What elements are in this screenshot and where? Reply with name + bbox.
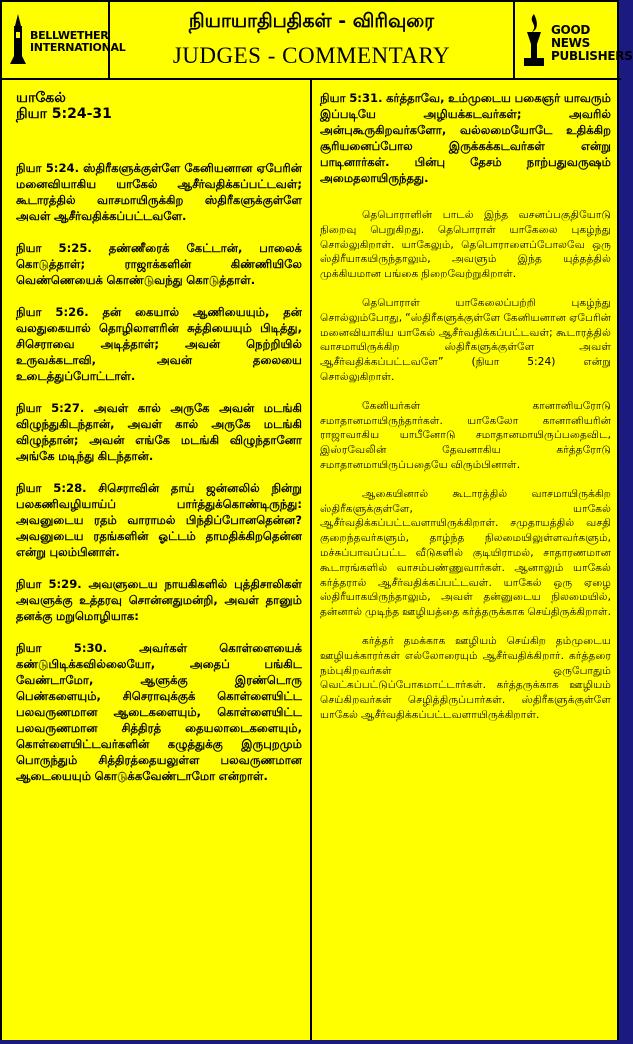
good-news-logo	[513, 2, 633, 78]
bottom-border	[0, 1040, 619, 1044]
logo-left-line1: BELLWETHER	[30, 29, 109, 42]
logo-left-line2: INTERNATIONAL	[30, 41, 126, 54]
page-title	[110, 2, 513, 78]
logo-right-line1: GOOD NEWS	[551, 23, 591, 50]
heading-reference: நியா 5:24-31	[16, 106, 112, 122]
title-tamil: நியாயாதிபதிகள் - விரிவுரை	[188, 10, 435, 32]
commentary-paragraph: கேனியர்கள் கானானியரோடு சமாதானமாயிருந்தார்கள். யாகேலோ கானானியரின் ராஜாவாகிய யாபீனோடு சமாதானமாயிருப்பதைவிட, இஸ்ரவேலின் தேவனாகிய கர்த்தரோடு சமாதானமாயிருப்பதையே விரும்பினாள்.	[320, 398, 611, 471]
commentary-paragraph: தெபொராள் யாகேலைப்பற்றி புகழ்ந்து சொல்லும்போது, “ஸ்திரீகளுக்குள்ளே கேனியனான ஏபேரின் மனைவியாகிய யாகேல் ஆசீர்வதிக்கப்பட்டவள்; கூடாரத்தில் வாசமாயிருக்கிற ஸ்திரீகளுக்குள்ளே அவள் ஆசீர்வதிக்கப்பட்டவளே” (நியா 5:24) என்று சொல்லுகிறாள்.	[320, 295, 611, 383]
bellwether-logo	[2, 2, 126, 78]
title-english: JUDGES - COMMENTARY	[172, 43, 451, 68]
verse-5-31: நியா 5:31. கர்த்தாவே, உம்முடைய பகைஞர் யாவரும் இப்படியே அழியக்கடவர்கள்; அவரில் அன்புகூருகிறவர்களோ, வல்லமையோடே உதிக்கிற சூரியனைப்போல இருக்கக்கடவர்கள் என்று பாடினார்கள். பின்பு தேசம் நாற்பதுவருஷம் அமைதலாயிருந்தது.	[320, 91, 611, 185]
commentary-paragraph: கர்த்தர் தமக்காக ஊழியம் செய்கிற தம்முடைய ஊழியக்காரர்கள் எல்லோரையும் ஆசீர்வதிக்கிறார். கர்த்தரை நம்புகிறவர்கள் ஒருபோதும் வெட்கப்பட்டுப்போகமாட்டார்கள். கர்த்தருக்காக ஊழியம் செய்கிறவர்கள் செழித்திருப்பார்கள். ஸ்திரீகளுக்குள்ளே யாகேல் ஆசீர்வதிக்கப்பட்டவளாயிருக்கிறாள்.	[320, 633, 611, 721]
heading-name: யாகேல்	[16, 90, 66, 106]
bell-tower-icon	[8, 14, 28, 64]
logo-right-line2: PUBLISHERS	[551, 49, 633, 63]
page-header	[2, 2, 633, 80]
verse-5-24: நியா 5:24. ஸ்திரீகளுக்குள்ளே கேனியனான ஏபேரின் மனைவியாகிய யாகேல் ஆசீர்வதிக்கப்பட்டவள்; கூடாரத்தில் வாசமாயிருக்கிற ஸ்திரீகளுக்குள்ளே அவள் ஆசீர்வதிக்கப்பட்டவளே.	[16, 161, 302, 223]
verse-5-27: நியா 5:27. அவள் கால் அருகே அவன் மடங்கி விழுந்துகிடந்தான், அவள் கால் அருகே மடங்கி விழுந்தான்; அவன் எங்கே மடங்கி விழுந்தானோ அங்கே மடிந்து கிடந்தான்.	[16, 401, 302, 463]
commentary-paragraph: தெபொராளின் பாடல் இந்த வசனப்பகுதியோடு நிறைவு பெறுகிறது. தெபொராள் யாகேலை புகழ்ந்து சொல்லுகிறாள். யாகேலும், தெபொராளைப்போலவே ஒரு ஸ்திரீயாகயிருந்தாலும், அவளும் இந்த யுத்தத்தில் முக்கியமான பங்கை நிறைவேற்றுகிறாள்.	[320, 208, 611, 281]
verse-5-26: நியா 5:26. தன் கையால் ஆணியையும், தன் வலதுகையால் தொழிலாளரின் சுத்தியையும் பிடித்து, சிசெராவை அடித்தாள்; அவன் நெற்றியில் உருவக்கடாவி, அவன் தலையை உடைத்துப்போட்டாள்.	[16, 305, 302, 383]
right-column	[312, 80, 619, 1044]
verse-5-29: நியா 5:29. அவளுடைய நாயகிகளில் புத்திசாலிகள் அவளுக்கு உத்தரவு சொன்னதுமன்றி, அவள் தானும் தனக்கு மறுமொழியாக:	[16, 577, 302, 623]
verse-5-25: நியா 5:25. தண்ணீரைக் கேட்டான், பாலைக் கொடுத்தாள்; ராஜாக்களின் கிண்ணியிலே வெண்ணெயைக் கொண்டுவந்து கொடுத்தாள்.	[16, 241, 302, 287]
verse-5-30: நியா 5:30. அவர்கள் கொள்ளையைக் கண்டுபிடிக்கவில்லையோ, அதைப் பங்கிட வேண்டாமோ, ஆளுக்கு இரண்டொரு பெண்களையும், சிசெராவுக்குக் கொள்ளையிட்ட பலவருணமான ஆடைகளையும், கொள்ளையிட்ட பலவருணமான சித்திரத் தையலாடைகளையும், கொள்ளையிட்டவர்களின் கழுத்துக்கு இருபுறமும் பொருந்தும் சித்திரத்தையலுள்ள பலவருணமான ஆடையையும் கொடுக்கவேண்டாமோ என்றாள்.	[16, 641, 302, 783]
section-heading	[16, 90, 302, 122]
commentary-paragraph: ஆகையினால் கூடாரத்தில் வாசமாயிருக்கிற ஸ்திரீகளுக்குள்ளே, யாகேல் ஆசீர்வதிக்கப்பட்டவளாயிருக்கிறாள். சமுதாயத்தில் வசதி குறைந்தவர்களும், தாழ்ந்த நிலமையிலுள்ளவர்களும், மச்சுப்பாவப்பட்ட வீடுகளில் குடியிராமல், சாதாரணமான கூடாரங்களில் வாசம்பண்ணுவார்கள். ஆனாலும் யாகேல் கர்த்தரால் ஆசீர்வதிக்கப்பட்டவள். யாகேல் ஒரு ஏழை ஸ்திரீயாகயிருந்தாலும், அவள் தன்னுடைய நிலமையில், தன்னால் முடிந்த ஊழியத்தை கர்த்தருக்காக செய்திருக்கிறாள்.	[320, 486, 611, 619]
torch-icon	[521, 14, 547, 66]
verse-5-28: நியா 5:28. சிசெராவின் தாய் ஜன்னலில் நின்று பலகணிவழியாய்ப் பார்த்துக்கொண்டிருந்து: அவனுடைய ரதம் வாராமல் பிந்திப்போனதென்ன? அவனுடைய ரதங்களின் ஓட்டம் தாமதிக்கிறதென்ன என்று புலம்பினாள்.	[16, 481, 302, 559]
left-column	[2, 80, 312, 1044]
